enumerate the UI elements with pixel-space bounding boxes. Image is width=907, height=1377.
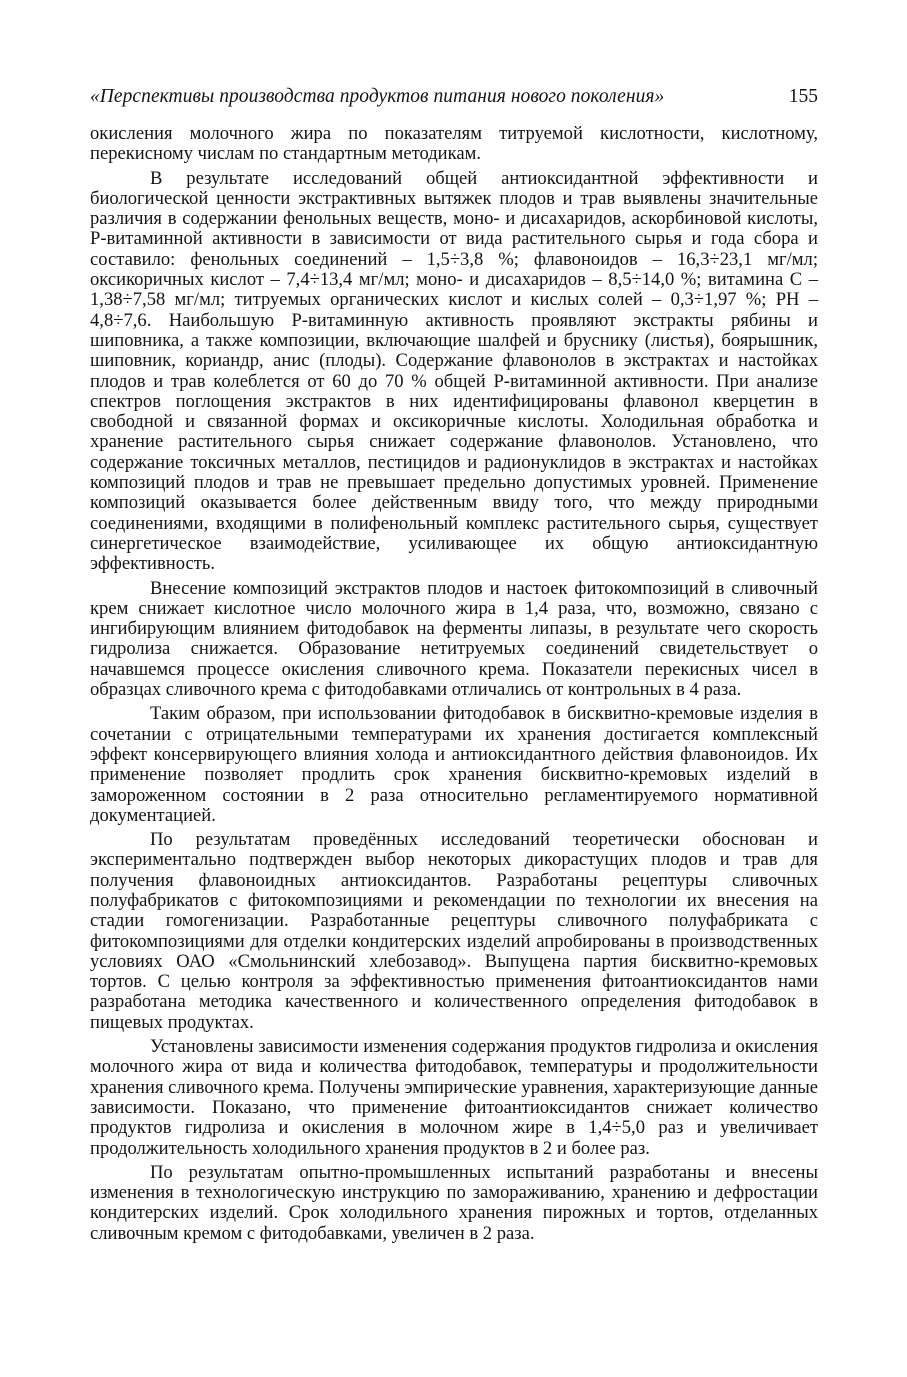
running-title: «Перспективы производства продуктов питания нового поколения» — [90, 86, 665, 107]
paragraph-dependencies: Установлены зависимости изменения содержания продуктов гидролиза и окисления молочного жира от вида и количества фитодобавок, температуры и продолжительности хранения сливочного крема. Получены эмпирические уравнения, характеризующие данные зависимости. Показано, что применение фитоантиоксидантов снижает количество продуктов гидролиза и окисления в молочном жире в 1,4÷5,0 раз и увеличивает продолжительность холодильного хранения продуктов в 2 и более раз. — [90, 1036, 818, 1159]
paragraph-conclusion-effect: Таким образом, при использовании фитодобавок в бисквитно-кремовые изделия в сочетании с отрицательными температурами их хранения достигается комплексный эффект консервирующего влияния холода и антиоксидантного действия флавоноидов. Их применение позволяет продлить срок хранения бисквитно-кремовых изделий в замороженном состоянии в 2 раза относительно регламентируемого нормативной документацией. — [90, 703, 818, 826]
page-number: 155 — [788, 86, 818, 107]
paragraph-research-results: В результате исследований общей антиоксидантной эффективности и биологической ценности экстрактивных вытяжек плодов и трав выявлены значительные различия в содержании фенольных веществ, моно- и дисахаридов, аскорбиновой кислоты, Р-витаминной активности в зависимости от вида растительного сырья и года сбора и составило: фенольных соединений – 1,5÷3,8 %; флавоноидов – 16,3÷23,1 мг/мл; оксикоричных кислот – 7,4÷13,4 мг/мл; моно- и дисахаридов – 8,5÷14,0 %; витамина С – 1,38÷7,58 мг/мл; титруемых органических кислот и кислых солей – 0,3÷1,97 %; РН – 4,8÷7,6. Наибольшую Р-витаминную активность проявляют экстракты рябины и шиповника, а также композиции, включающие шалфей и бруснику (листья), боярышник, шиповник, кориандр, анис (плоды). Содержание флавонолов в экстрактах и настойках плодов и трав колеблется от 60 до 70 % общей Р-витаминной активности. При анализе спектров поглощения экстрактов в них идентифицированы флавонол кверцетин в свободной и связанной формах и оксикоричные кислоты. Холодильная обработка и хранение растительного сырья снижает содержание флавонолов. Установлено, что содержание токсичных металлов, пестицидов и радионуклидов в экстрактах и настойках композиций плодов и трав не превышает предельно допустимых уровней. Применение композиций оказывается более действенным ввиду того, что между природными соединениями, входящими в полифенольный комплекс растительного сырья, существует синергетическое взаимодействие, усиливающее их общую антиоксидантную эффективность. — [90, 167, 818, 575]
paragraph-industrial-tests: По результатам опытно-промышленных испытаний разработаны и внесены изменения в технологическую инструкцию по замораживанию, хранению и дефростации кондитерских изделий. Срок холодильного хранения пирожных и тортов, отделанных сливочным кремом с фитодобавками, увеличен в 2 раза. — [90, 1161, 818, 1244]
running-header — [90, 86, 818, 110]
paragraph-continuation: окисления молочного жира по показателям титруемой кислотности, кислотному, перекисному числам по стандартным методикам. — [90, 123, 818, 165]
body-text — [90, 124, 818, 1244]
paragraph-cream-composition: Внесение композиций экстрактов плодов и настоек фитокомпозиций в сливочный крем снижает кислотное число молочного жира в 1,4 раза, что, возможно, связано с ингибирующим влиянием фитодобавок на ферменты липазы, в результате чего скорость гидролиза снижается. Образование нетитруемых соединений свидетельствует о начавшемся процессе окисления сливочного крема. Показатели перекисных чисел в образцах сливочного крема с фитодобавками отличались от контрольных в 4 раза. — [90, 577, 818, 701]
paragraph-research-summary: По результатам проведённых исследований теоретически обоснован и экспериментально подтвержден выбор некоторых дикорастущих плодов и трав для получения флавоноидных антиоксидантов. Разработаны рецептуры сливочных полуфабрикатов с фитокомпозициями и рекомендации по технологии их внесения на стадии гомогенизации. Разработанные рецептуры сливочного полуфабриката с фитокомпозициями для отделки кондитерских изделий апробированы в производственных условиях ОАО «Смольнинский хлебозавод». Выпущена партия бисквитно-кремовых тортов. С целью контроля за эффективностью применения фитоантиоксидантов нами разработана методика качественного и количественного определения фитодобавок в пищевых продуктах. — [90, 829, 818, 1033]
